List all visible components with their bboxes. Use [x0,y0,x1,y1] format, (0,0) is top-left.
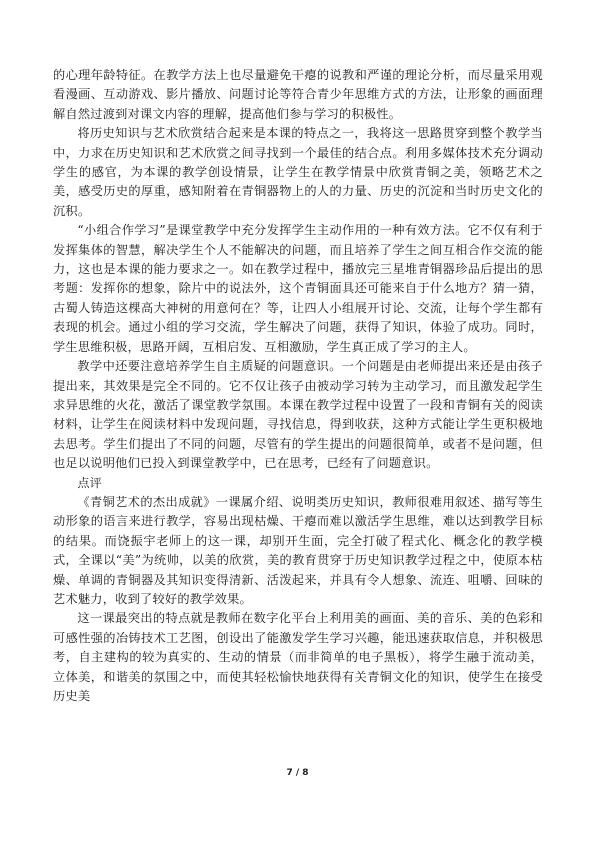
paragraph-4: 教学中还要注意培养学生自主质疑的问题意识。一个问题是由老师提出来还是由孩子提出来，其效果是完全不同的。它不仅让孩子由被动学习转为主动学习，而且激发起学生求异思维的火花，激活了课堂教学氛围。本课在教学过程中设置了一段和青铜有关的阅读材料，让学生在阅读材料中发现问题，寻找信息，得到收获，这种方式能让学生更积极地去思考。学生们提出了不同的问题，尽管有的学生提出的问题很简单，或者不是问题，但也足以说明他们已投入到课堂教学中，已在思考，已经有了问题意识。 [53,359,543,471]
document-body [53,66,543,706]
paragraph-1: 的心理年龄特征。在教学方法上也尽量避免干瘪的说教和严谨的理论分析，而尽量采用观看漫画、互动游戏、影片播放、问题讨论等符合青少年思维方式的方法，让形象的画面理解自然过渡到对课文内容的理解，提高他们参与学习的积极性。 [53,68,543,121]
comment-heading: 点评 [77,475,102,490]
page-number: 7 / 8 [286,768,309,778]
comment-paragraph-1: 《青铜艺术的杰出成就》一课属介绍、说明类历史知识，教师很难用叙述、描写等生动形象的语言来进行教学，容易出现枯燥、干瘪而难以激活学生思维，难以达到教学目标的结果。而饶振宇老师上的这一课，却别开生面，完全打破了程式化、概念化的教学模式，全课以“美”为统帅，以美的欣赏，美的教育贯穿于历史知识教学过程之中，使原本枯燥、单调的青铜器及其知识变得清新、活泼起来，并具有令人想象、流连、咀嚼、回味的艺术魅力，收到了较好的教学效果。 [53,494,543,606]
comment-paragraph-2: 这一课最突出的特点就是教师在数字化平台上利用美的画面、美的音乐、美的色彩和可感性强的冶铸技术工艺图，创设出了能激发学生学习兴趣，能迅速获取信息，并积极思考，自主建构的较为真实的、生动的情景（而非简单的电子黑板），将学生融于流动美，立体美，和谐美的氛围之中，而使其轻松愉快地获得有关青铜文化的知识，使学生在接受历史美 [53,611,543,703]
paragraph-2: 将历史知识与艺术欣赏结合起来是本课的特点之一，我将这一思路贯穿到整个教学当中，力求在历史知识和艺术欣赏之间寻找到一个最佳的结合点。利用多媒体技术充分调动学生的感官，为本课的教学创设情景，让学生在教学情景中欣赏青铜之美，领略艺术之美，感受历史的厚重，感知附着在青铜器物上的人的力量、历史的沉淀和当时历史文化的沉积。 [53,126,543,218]
paragraph-3: “小组合作学习”是课堂教学中充分发挥学生主动作用的一种有效方法。它不仅有利于发挥集体的智慧，解决学生个人不能解决的问题，而且培养了学生之间互相合作交流的能力，这也是本课的能力要求之一。如在教学过程中，播放完三星堆青铜器珍品后提出的思考题：发挥你的想象，除片中的说法外，这个青铜面具还可能来自于什么地方？猜一猜，古蜀人铸造这棵高大神树的用意何在？等，让四人小组展开讨论、交流，让每个学生都有表现的机会。通过小组的学习交流，学生解决了问题，获得了知识，体验了成功。同时，学生思维积极，思路开阔，互相启发、互相激励，学生真正成了学习的主人。 [53,223,543,354]
